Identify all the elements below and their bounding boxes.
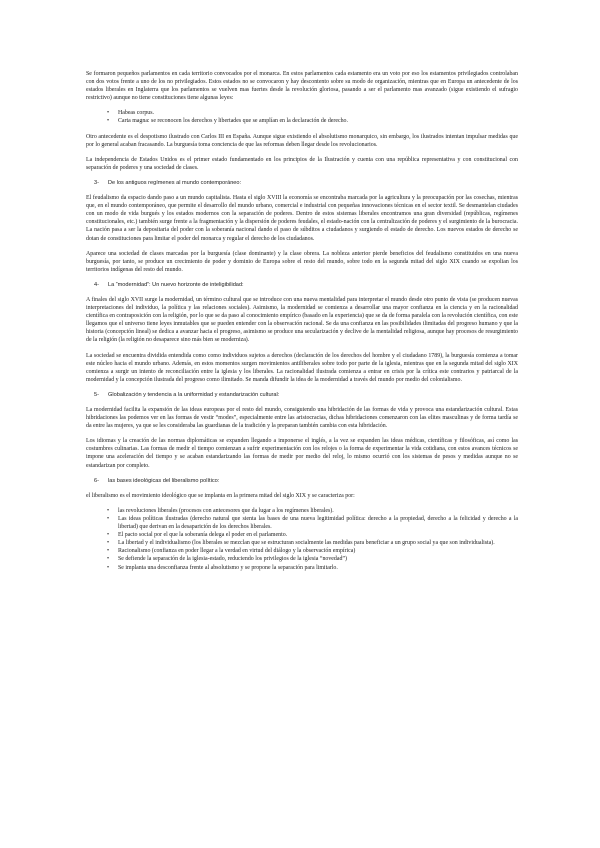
list-item: • Se implanta una desconfianza frente al absolutismo y se propone la separación para limitarlo. [118, 564, 518, 572]
document-page [86, 70, 518, 579]
section-number: 6- [94, 477, 99, 484]
section-title: La “modernidad”: Un nuevo horizonte de inteligibilidad: [108, 281, 244, 288]
section-number: 5- [94, 391, 99, 398]
paragraph-feudalism: El feudalismo da espacio dando paso a un mundo capitalista. Hasta el siglo XVIII la economía se encontraba marcada por la agricultura y la preocupación por las cosechas, mientras que, en el mundo contemporáneo, que permite el desarrollo del mundo urbano, comercial e industrial con pequeñas innovaciones técnicas en el sector textil. Se desmantelan ciudades con un modo de vida burgués y los estados modernos con la separación de poderes. Dentro de estos sistemas liberales encontramos una gran diversidad (repúblicas, regímenes constitucionales, etc.) también surge frente a la fragmentación y la dispersión de poderes feudales, el estado-nación con la centralización de poderes y el surgimiento de la burocracia. La nación pasa a ser la depositaria del poder con la soberanía nacional dando el paso de súbditos a ciudadanos y surgiendo el estado de derecho. Los nuevos estados de derecho se dotan de constituciones para limitar el poder del monarca y regular el derecho de los ciudadanos. [86, 195, 518, 242]
section-title: De los antiguos regímenes al mundo contemporáneo: [108, 179, 242, 186]
paragraph-society-rights: La sociedad se encuentra dividida entendida como como individuos sujetos a derechos (declaración de los derechos del hombre y el ciudadano 1789), la burguesía comienza a tomar este núcleo hacia el mundo urbano. Además, en estos momentos surgen movimientos antiliberales sobre todo por parte de la iglesia, mientras que en la segunda mitad del siglo XIX comienza a surgir un intento de reconciliación entre la iglesia y los liberales. La racionalidad ilustrada comienza a entrar en crisis por la crítica este contrarios y patriarcal de la modernidad y la concepción ilustrada del progreso como ilimitado. Se manda difundir la idea de la modernidad a través del mundo por medio del colonialismo. [86, 352, 518, 383]
section-title: las bases ideológicas del liberalismo político: [108, 477, 220, 484]
list-item: • Las ideas políticas ilustradas (derecho natural que sienta las bases de una nueva legitimidad política: derecho a la propiedad, derecho a la felicidad y derecho a la libertad) que derivan en la desaparición de los derechos liberales. [118, 515, 518, 531]
list-item: • Carta magna: se reconocen los derechos y libertades que se amplían en la declaración de derecho. [118, 117, 518, 125]
section-number: 4- [94, 281, 99, 288]
list-item: • El pacto social por el que la soberanía delega el poder en el parlamento. [118, 531, 518, 539]
section-title: Globalización y tendencia a la uniformidad y estandarización cultural: [108, 391, 280, 398]
list-item: • las revoluciones liberales (procesos con antecesores que da lugar a los regímenes liberales). [118, 507, 518, 515]
paragraph-parliaments: Se formaron pequeños parlamentos en cada territorio convocados por el monarca. En estos parlamentos cada estamento era un voto por eso los estamentos privilegiados controlaban con dos votos frente a uno de los no privilegiados. Estos estados no se convocaron y hay descontento sobre su modo de organización, mientras que en Europa un antecedente de los estados liberales en Inglaterra que los parlamentos se vuelven mas fuertes desde la revolución gloriosa, pasando a ser el parlamento mas avanzado (sigue existiendo el sufragio restrictivo) aunque no tiene constituciones tiene algunas leyes: [86, 71, 518, 102]
paragraph-class-society: Aparece una sociedad de clases marcadas por la burguesía (clase dominante) y la clase obrera. La nobleza anterior pierde beneficios del feudalismo constituidos en una nueva burguesía, por tanto, se produce un crecimiento de poder y dominio de Europa sobre el resto del mundo, sobre todo en la segunda mitad del siglo XIX cuando se expolian los territorios indígenas del resto del mundo. [86, 250, 518, 273]
paragraph-modernity: A finales del siglo XVII surge la modernidad, un término cultural que se introduce con una nueva mentalidad para interpretar el mundo desde otro punto de vista (se producen nuevas interpretaciones del individuo, la política y las relaciones sociales). Asimismo, la modernidad se comienza a desarrollar una mayor confianza en la ciencia y en la racionalidad científica en contraposición con la religión, por lo que se da paso al conocimiento empírico (basado en la experiencia) que se da de forma paralela con la revolución científica, con este llegamos que el universo tiene leyes inmutables que se pueden entender con la observación racional. Se da una confianza en las posibilidades ilimitadas del progreso humano y que la historia (concepción lineal) se dedica a avanzar hacia el progreso, asimismo se produce una secularización y declive de la mentalidad religiosa, aunque hay procesos de resurgimiento de la religión (la religión no desaparece sino más bien se moderniza). [86, 296, 518, 344]
list-item: • Racionalismo (confianza en poder llegar a la verdad en virtud del diálogo y la observación empírica) [118, 547, 518, 555]
list-item: • La libertad y el individualismo (los liberales se mezclan que se estructuran socialmente las medidas para beneficiar a un grupo social ya que son individualista). [118, 539, 518, 547]
paragraph-hybridization: La modernidad facilita la expansión de las ideas europeas por el resto del mundo, consiguiendo una hibridación de las formas de vida y provoca una estandarización cultural. Estas hibridaciones las podemos ver en las formas de vestir “modes”, especialmente entre las aristocracias, dichas hibridaciones comenzaron con las elites masculinas y de forma tardía se da entre las mujeres, ya que se les consideraba las guardianas de la tradición y la preparan también cambia con esta hibridación. [86, 407, 518, 430]
list-item: • Se defiende la separación de la iglesia-estado, reduciendo los privilegios de la iglesia “novedad”) [118, 555, 518, 563]
paragraph-languages: Los idiomas y la creación de las normas diplomáticas se expanden llegando a imponerse el inglés, a la vez se expanden las ideas médicas, científicas y filosóficas, así como las costumbres culinarias. Las formas de medir el tiempo comienzan a sufrir experimentación con los relojes o la forma de experimentar la vida cotidiana, con estos avances técnicos se impone una aceleración del tiempo y se acaban estandarizando las formas de medir por medio del reloj, lo mismo ocurrió con los sistemas de pesos y medidas aunque no se estandarizan por completo. [86, 438, 518, 469]
bullet-list-liberalism [86, 507, 518, 572]
paragraph-liberalism-intro: el liberalismo es el movimiento ideológico que se implanta en la primera mitad del siglo XIX y se caracteriza por: [86, 492, 355, 499]
list-item: • Habeas corpus. [118, 109, 518, 117]
paragraph-us-independence: La independencia de Estados Unidos es el primer estado fundamentado en los principios de la Ilustración y cuenta con una república representativa y con constitucional con separación de poderes y una sociedad de clases. [86, 156, 518, 171]
section-number: 3- [94, 179, 99, 186]
section-heading-5 [86, 391, 518, 399]
section-heading-6 [86, 477, 518, 485]
section-heading-4 [86, 281, 518, 289]
bullet-list-laws [86, 109, 518, 125]
section-heading-3 [86, 179, 518, 187]
paragraph-enlightened-despotism: Otro antecedente es el despotismo ilustrado con Carlos III en España. Aunque sigue existiendo el absolutismo monarquico, sin embargo, los ilustrados intentan impulsar medidas que por lo general acaban fracasando. La burguesía toma conciencia de que las reformas deben llegar desde los revolucionarios. [86, 133, 518, 148]
